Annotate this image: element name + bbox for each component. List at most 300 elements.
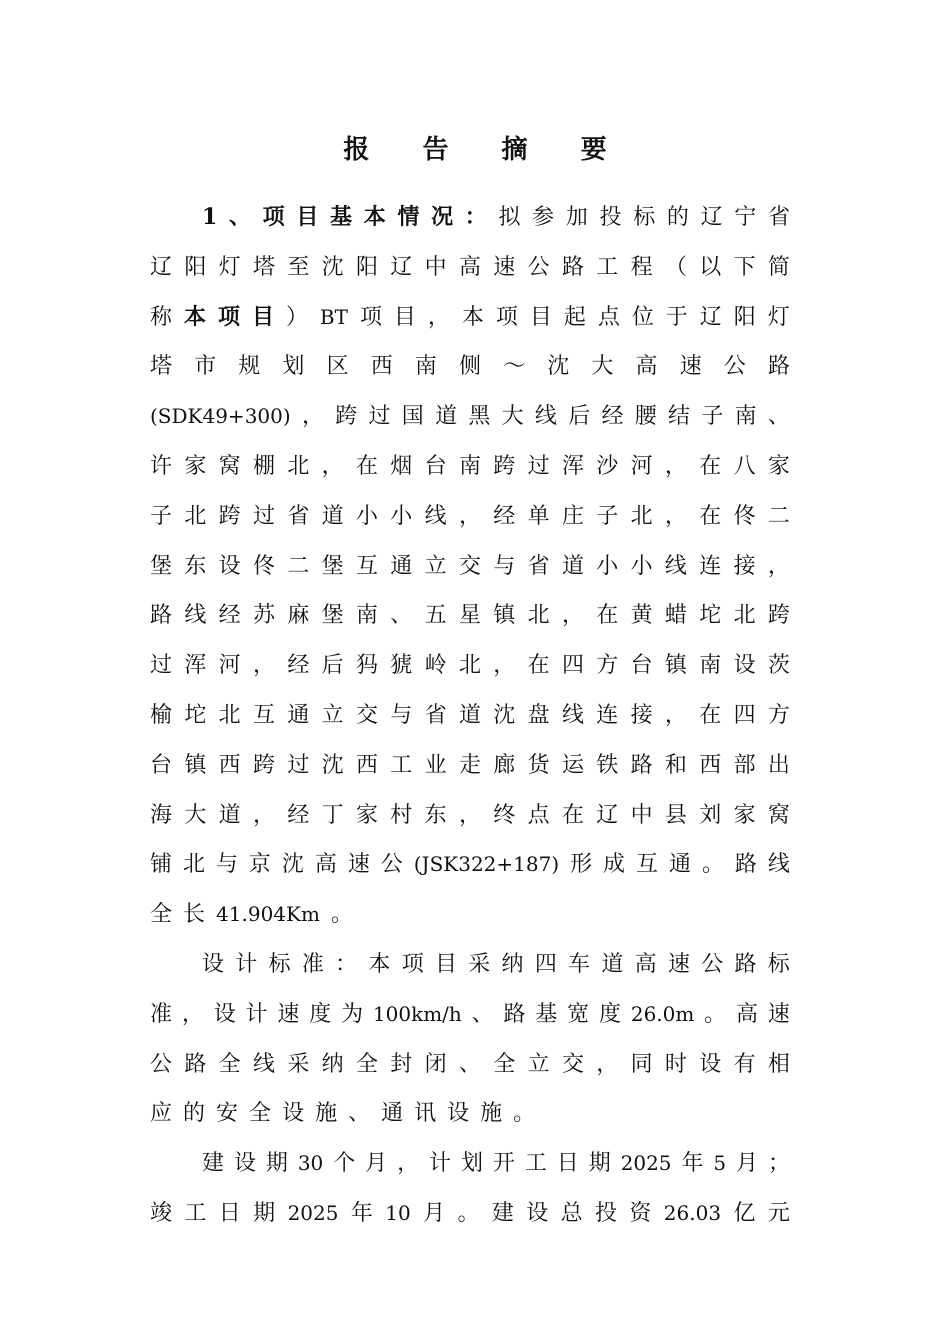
text-glyph: 公 xyxy=(380,852,403,878)
text-glyph: 元 xyxy=(767,1200,790,1226)
text-glyph: 开 xyxy=(492,1151,515,1177)
text-glyph: ， xyxy=(458,503,481,529)
paragraph-schedule-investment xyxy=(150,1139,790,1239)
text-glyph: 与 xyxy=(215,852,238,878)
text-glyph: 线 xyxy=(664,553,687,579)
text-glyph: 二 xyxy=(287,553,310,579)
text-glyph: 线 xyxy=(184,603,207,629)
text-glyph: 跨 xyxy=(335,404,358,430)
text-glyph: 佟 xyxy=(733,503,756,529)
text-glyph: 下 xyxy=(733,254,756,280)
text-glyph: 阳 xyxy=(733,304,756,330)
text-glyph: 浑 xyxy=(561,453,584,479)
text-line xyxy=(150,542,790,592)
text-glyph: 有 xyxy=(733,1051,756,1077)
text-glyph: 高 xyxy=(736,1001,759,1027)
text-glyph: 、 xyxy=(471,1001,494,1027)
text-glyph: 坨 xyxy=(699,603,722,629)
text-segment: BT xyxy=(319,304,348,329)
text-glyph: 项 xyxy=(262,204,285,230)
text-glyph: 高 xyxy=(314,852,337,878)
text-glyph: ， xyxy=(301,404,324,430)
text-glyph: 的 xyxy=(666,205,689,230)
text-glyph: 项 xyxy=(359,304,382,330)
text-glyph: 划 xyxy=(282,354,305,380)
text-glyph: 经 xyxy=(493,503,516,529)
text-glyph: 接 xyxy=(733,553,756,579)
text-glyph: 路 xyxy=(767,354,790,380)
text-glyph: 河 xyxy=(218,653,241,679)
text-glyph: 台 xyxy=(424,453,447,479)
text-glyph: 和 xyxy=(664,752,687,778)
text-line xyxy=(150,641,790,691)
text-line xyxy=(150,492,790,542)
text-line xyxy=(150,890,790,940)
text-glyph: 道 xyxy=(601,951,624,977)
text-segment: 2025 xyxy=(620,1151,672,1176)
text-glyph: 许 xyxy=(150,453,173,479)
text-glyph: 省 xyxy=(287,503,310,529)
text-glyph: 拟 xyxy=(498,205,521,230)
text-glyph: 四 xyxy=(733,702,756,728)
text-glyph: 道 xyxy=(561,553,584,579)
text-glyph: 在 xyxy=(699,503,722,529)
text-glyph: 宁 xyxy=(734,205,757,230)
text-glyph: 。 xyxy=(704,1001,727,1027)
text-glyph: 采 xyxy=(468,951,491,977)
text-glyph: 位 xyxy=(631,304,654,330)
text-glyph: 黄 xyxy=(630,603,653,629)
text-glyph: 京 xyxy=(248,852,271,878)
text-glyph: 盘 xyxy=(527,702,550,728)
text-glyph: 过 xyxy=(150,653,173,679)
text-glyph: 市 xyxy=(194,354,217,380)
text-glyph: 走 xyxy=(458,752,481,778)
text-glyph: 称 xyxy=(150,304,173,330)
text-glyph: 设 xyxy=(526,1200,549,1226)
text-glyph: 铺 xyxy=(150,852,173,878)
text-glyph: 月 xyxy=(736,1151,759,1177)
text-line xyxy=(150,741,790,791)
text-line xyxy=(150,791,790,841)
text-glyph: 塔 xyxy=(252,254,275,280)
text-segment: 41.904Km xyxy=(216,902,320,927)
text-glyph: 辽 xyxy=(390,254,413,280)
text-glyph: 跨 xyxy=(218,503,241,529)
text-glyph: 公 xyxy=(701,951,724,977)
text-glyph: 施 xyxy=(315,1101,338,1127)
text-glyph: 速 xyxy=(667,951,690,977)
text-glyph: 在 xyxy=(527,653,550,679)
text-glyph: 工 xyxy=(390,752,413,778)
text-glyph: 北 xyxy=(630,503,653,529)
text-glyph: 出 xyxy=(767,752,790,778)
text-line xyxy=(150,990,790,1040)
text-glyph: 路 xyxy=(734,951,757,977)
text-glyph: 过 xyxy=(252,503,275,529)
text-glyph: 道 xyxy=(458,702,481,728)
text-glyph: 子 xyxy=(150,503,173,529)
text-segment: 30 xyxy=(297,1151,324,1176)
text-glyph: 货 xyxy=(527,752,550,778)
text-glyph: 期 xyxy=(265,1151,288,1177)
text-glyph: 窝 xyxy=(767,802,790,828)
text-glyph: 全 xyxy=(355,1051,378,1077)
text-glyph: 为 xyxy=(341,1001,364,1027)
text-glyph: 竣 xyxy=(150,1200,173,1226)
text-glyph: 猇 xyxy=(390,653,413,679)
text-glyph: 东 xyxy=(424,802,447,828)
text-glyph: 村 xyxy=(390,802,413,828)
text-glyph: 道 xyxy=(435,404,458,430)
text-glyph: 犸 xyxy=(355,653,378,679)
text-glyph: 加 xyxy=(565,205,588,230)
text-glyph: 廊 xyxy=(493,752,516,778)
text-glyph: 后 xyxy=(321,653,344,679)
text-glyph: 南 xyxy=(414,354,437,380)
text-glyph: 讯 xyxy=(414,1101,437,1127)
text-glyph: 交 xyxy=(458,553,481,579)
text-glyph: 路 xyxy=(734,852,757,878)
text-glyph: 亿 xyxy=(733,1200,756,1226)
text-glyph: 西 xyxy=(370,354,393,380)
text-glyph: 二 xyxy=(767,503,790,529)
text-glyph: 辽 xyxy=(150,254,173,280)
text-glyph: 省 xyxy=(767,205,790,230)
text-glyph: 公 xyxy=(723,354,746,380)
text-glyph: 基 xyxy=(535,1001,558,1027)
text-glyph: 设 xyxy=(233,1151,256,1177)
text-glyph: 安 xyxy=(216,1101,239,1127)
text-glyph: 阳 xyxy=(355,254,378,280)
text-glyph: 年 xyxy=(681,1151,704,1177)
text-glyph: 期 xyxy=(588,1151,611,1177)
text-glyph: 本 xyxy=(368,951,391,977)
text-glyph: 腰 xyxy=(634,404,657,430)
text-glyph: 设 xyxy=(733,653,756,679)
text-glyph: 设 xyxy=(218,553,241,579)
text-glyph: 北 xyxy=(458,653,481,679)
text-glyph: 速 xyxy=(277,1001,300,1027)
text-glyph: 业 xyxy=(424,752,447,778)
text-glyph: 海 xyxy=(150,802,173,828)
text-glyph: 台 xyxy=(150,752,173,778)
text-glyph: 建 xyxy=(491,1200,514,1226)
text-glyph: 堡 xyxy=(150,553,173,579)
text-glyph: 况 xyxy=(431,204,454,230)
text-glyph: ， xyxy=(427,304,450,330)
text-glyph: ， xyxy=(397,1151,420,1177)
text-glyph: 大 xyxy=(591,354,614,380)
text-glyph: 期 xyxy=(253,1200,276,1226)
text-glyph: 时 xyxy=(664,1051,687,1077)
text-glyph: 目 xyxy=(529,304,552,330)
text-glyph: 在 xyxy=(596,603,619,629)
text-glyph: 沈 xyxy=(321,752,344,778)
text-glyph: 省 xyxy=(424,702,447,728)
text-glyph: 日 xyxy=(556,1151,579,1177)
text-glyph: 线 xyxy=(424,503,447,529)
text-glyph: 立 xyxy=(527,1051,550,1077)
text-glyph: 线 xyxy=(534,404,557,430)
text-segment: 2025 xyxy=(287,1200,339,1225)
text-glyph: 标 xyxy=(268,951,291,977)
text-glyph: 西 xyxy=(218,752,241,778)
text-glyph: ： xyxy=(335,951,358,977)
text-glyph: 棚 xyxy=(252,453,275,479)
text-glyph: 互 xyxy=(355,553,378,579)
text-glyph: 全 xyxy=(493,1051,516,1077)
text-glyph: 镇 xyxy=(184,752,207,778)
text-glyph: 。 xyxy=(701,852,724,878)
text-glyph: 年 xyxy=(350,1200,373,1226)
text-line xyxy=(150,1040,790,1090)
text-glyph: ， xyxy=(767,553,790,579)
text-glyph: 投 xyxy=(595,1200,618,1226)
text-glyph: 工 xyxy=(596,254,619,280)
text-glyph: ， xyxy=(493,653,516,679)
text-glyph: 经 xyxy=(287,653,310,679)
text-glyph: 规 xyxy=(238,354,261,380)
text-glyph: 经 xyxy=(218,603,241,629)
text-glyph: 交 xyxy=(561,1051,584,1077)
text-glyph: 辽 xyxy=(596,802,619,828)
text-glyph: 过 xyxy=(368,404,391,430)
text-glyph: 岭 xyxy=(424,653,447,679)
text-glyph: 坨 xyxy=(184,702,207,728)
text-glyph: （ xyxy=(664,254,687,280)
report-body xyxy=(150,193,790,1239)
text-glyph: 项 xyxy=(217,303,240,330)
text-glyph: 的 xyxy=(183,1101,206,1127)
text-glyph: 榆 xyxy=(150,702,173,728)
text-glyph: 线 xyxy=(561,702,584,728)
text-segment: 10 xyxy=(385,1200,411,1225)
text-glyph: 全 xyxy=(150,902,173,928)
text-glyph: 1 xyxy=(202,204,218,230)
text-glyph: 封 xyxy=(390,1051,413,1077)
text-glyph: 通 xyxy=(390,553,413,579)
text-line xyxy=(150,691,790,741)
text-glyph: 全 xyxy=(249,1101,272,1127)
text-glyph: 在 xyxy=(355,453,378,479)
text-glyph: 立 xyxy=(321,702,344,728)
text-glyph: 小 xyxy=(596,553,619,579)
text-line xyxy=(150,591,790,641)
text-glyph: 设 xyxy=(699,1051,722,1077)
text-glyph: 。 xyxy=(513,1101,536,1127)
text-glyph: 方 xyxy=(596,653,619,679)
text-glyph: 大 xyxy=(184,802,207,828)
text-glyph: 总 xyxy=(560,1200,583,1226)
text-glyph: 台 xyxy=(630,653,653,679)
text-glyph: 设 xyxy=(282,1101,305,1127)
text-glyph: 度 xyxy=(309,1001,332,1027)
text-glyph: 、 xyxy=(390,603,413,629)
text-glyph: 、 xyxy=(228,204,251,230)
text-glyph: 刘 xyxy=(699,802,722,828)
text-glyph: 本 xyxy=(461,304,484,330)
text-glyph: 在 xyxy=(699,702,722,728)
text-glyph: 于 xyxy=(665,304,688,330)
text-glyph: 北 xyxy=(184,503,207,529)
page-title: 报 告 摘 要 xyxy=(343,135,629,165)
text-glyph: 镇 xyxy=(664,653,687,679)
text-glyph: 烟 xyxy=(390,453,413,479)
text-glyph: ， xyxy=(181,1001,204,1027)
text-glyph: 辽 xyxy=(699,304,722,330)
text-glyph: 路 xyxy=(561,254,584,280)
paragraph-design-standard xyxy=(150,940,790,1139)
text-glyph: 结 xyxy=(668,404,691,430)
text-glyph: 丁 xyxy=(321,802,344,828)
text-glyph: 点 xyxy=(527,802,550,828)
text-glyph: 准 xyxy=(301,951,324,977)
text-glyph: ， xyxy=(458,802,481,828)
text-glyph: 侧 xyxy=(458,354,481,380)
text-glyph: 中 xyxy=(424,254,447,280)
text-glyph: 纳 xyxy=(321,1051,344,1077)
text-line xyxy=(150,840,790,890)
text-glyph: 阳 xyxy=(184,254,207,280)
text-glyph: 东 xyxy=(184,553,207,579)
text-glyph: ， xyxy=(321,453,344,479)
text-glyph: 沈 xyxy=(281,852,304,878)
text-glyph: 路 xyxy=(150,603,173,629)
paragraph-project-overview xyxy=(150,193,790,940)
text-glyph: 高 xyxy=(458,254,481,280)
text-glyph: ： xyxy=(464,204,487,230)
text-glyph: 连 xyxy=(596,702,619,728)
text-glyph: 家 xyxy=(184,453,207,479)
text-line xyxy=(150,243,790,293)
text-glyph: 简 xyxy=(767,254,790,280)
text-glyph: 堡 xyxy=(321,603,344,629)
text-glyph: 过 xyxy=(527,453,550,479)
text-glyph: 线 xyxy=(252,1051,275,1077)
text-glyph: 工 xyxy=(184,1200,207,1226)
text-line xyxy=(150,1139,790,1189)
text-glyph: 基 xyxy=(330,204,353,230)
text-glyph: 南 xyxy=(355,603,378,629)
text-glyph: 在 xyxy=(699,453,722,479)
text-glyph: 在 xyxy=(561,802,584,828)
text-glyph: 本 xyxy=(183,303,206,330)
text-glyph: 线 xyxy=(767,852,790,878)
text-glyph: 灯 xyxy=(767,304,790,330)
text-glyph: 、 xyxy=(348,1101,371,1127)
text-glyph: 立 xyxy=(424,553,447,579)
text-glyph: 麻 xyxy=(287,603,310,629)
text-glyph: 与 xyxy=(493,553,516,579)
text-glyph: 黑 xyxy=(468,404,491,430)
text-glyph: 本 xyxy=(363,204,386,230)
text-glyph: 家 xyxy=(767,453,790,479)
text-glyph: 目 xyxy=(393,304,416,330)
text-glyph: 跨 xyxy=(252,752,275,778)
text-glyph: 、 xyxy=(767,404,790,430)
text-glyph: 蜡 xyxy=(664,603,687,629)
text-glyph: 工 xyxy=(524,1151,547,1177)
text-glyph: 闭 xyxy=(424,1051,447,1077)
text-glyph: 设 xyxy=(202,951,225,977)
text-glyph: 成 xyxy=(603,852,626,878)
text-glyph: 划 xyxy=(460,1151,483,1177)
text-glyph: 部 xyxy=(733,752,756,778)
text-glyph: 北 xyxy=(527,603,550,629)
text-glyph: 速 xyxy=(767,1001,790,1027)
text-glyph: 日 xyxy=(218,1200,241,1226)
text-glyph: 标 xyxy=(633,205,656,230)
text-glyph: 路 xyxy=(630,752,653,778)
text-glyph: 情 xyxy=(397,204,420,230)
text-glyph: 茨 xyxy=(767,653,790,679)
text-glyph: 苏 xyxy=(252,603,275,629)
text-glyph: 设 xyxy=(447,1101,470,1127)
text-segment: (SDK49+300) xyxy=(150,404,291,429)
text-glyph: 经 xyxy=(287,802,310,828)
text-glyph: 北 xyxy=(733,603,756,629)
text-glyph: 项 xyxy=(495,304,518,330)
text-glyph: 施 xyxy=(480,1101,503,1127)
text-glyph: 终 xyxy=(493,802,516,828)
text-glyph: 过 xyxy=(287,752,310,778)
text-glyph: 个 xyxy=(333,1151,356,1177)
text-glyph: 运 xyxy=(561,752,584,778)
text-glyph: 小 xyxy=(355,503,378,529)
text-glyph: 区 xyxy=(326,354,349,380)
text-glyph: ， xyxy=(664,702,687,728)
text-glyph: 项 xyxy=(401,951,424,977)
text-glyph: 。 xyxy=(457,1200,480,1226)
text-glyph: 后 xyxy=(568,404,591,430)
text-glyph: 灯 xyxy=(218,254,241,280)
text-glyph: 镇 xyxy=(493,603,516,629)
text-line xyxy=(150,1089,790,1139)
text-glyph: 连 xyxy=(699,553,722,579)
text-glyph: 参 xyxy=(532,205,555,230)
text-segment: (JSK322+187) xyxy=(413,852,560,877)
text-glyph: ， xyxy=(664,503,687,529)
text-glyph: ， xyxy=(561,603,584,629)
text-glyph: 南 xyxy=(699,653,722,679)
text-glyph: 全 xyxy=(218,1051,241,1077)
text-line xyxy=(150,293,790,343)
text-glyph: 经 xyxy=(601,404,624,430)
text-glyph: ～ xyxy=(503,354,526,380)
text-glyph: 佟 xyxy=(252,553,275,579)
text-glyph: 设 xyxy=(213,1001,236,1027)
text-glyph: 窝 xyxy=(218,453,241,479)
text-glyph: 塔 xyxy=(150,354,173,380)
text-glyph: 西 xyxy=(699,752,722,778)
text-glyph: 程 xyxy=(630,254,653,280)
text-glyph: 路 xyxy=(184,1051,207,1077)
text-glyph: 以 xyxy=(699,254,722,280)
text-glyph: 公 xyxy=(150,1051,173,1077)
text-glyph: 沙 xyxy=(596,453,619,479)
text-glyph: 目 xyxy=(296,204,319,230)
text-glyph: 采 xyxy=(287,1051,310,1077)
text-glyph: 速 xyxy=(493,254,516,280)
text-glyph: 星 xyxy=(458,603,481,629)
text-line xyxy=(150,442,790,492)
text-glyph: 沈 xyxy=(547,354,570,380)
text-glyph: 计 xyxy=(245,1001,268,1027)
text-glyph: 通 xyxy=(287,702,310,728)
text-glyph: 与 xyxy=(390,702,413,728)
text-segment: 26.03 xyxy=(663,1200,722,1225)
